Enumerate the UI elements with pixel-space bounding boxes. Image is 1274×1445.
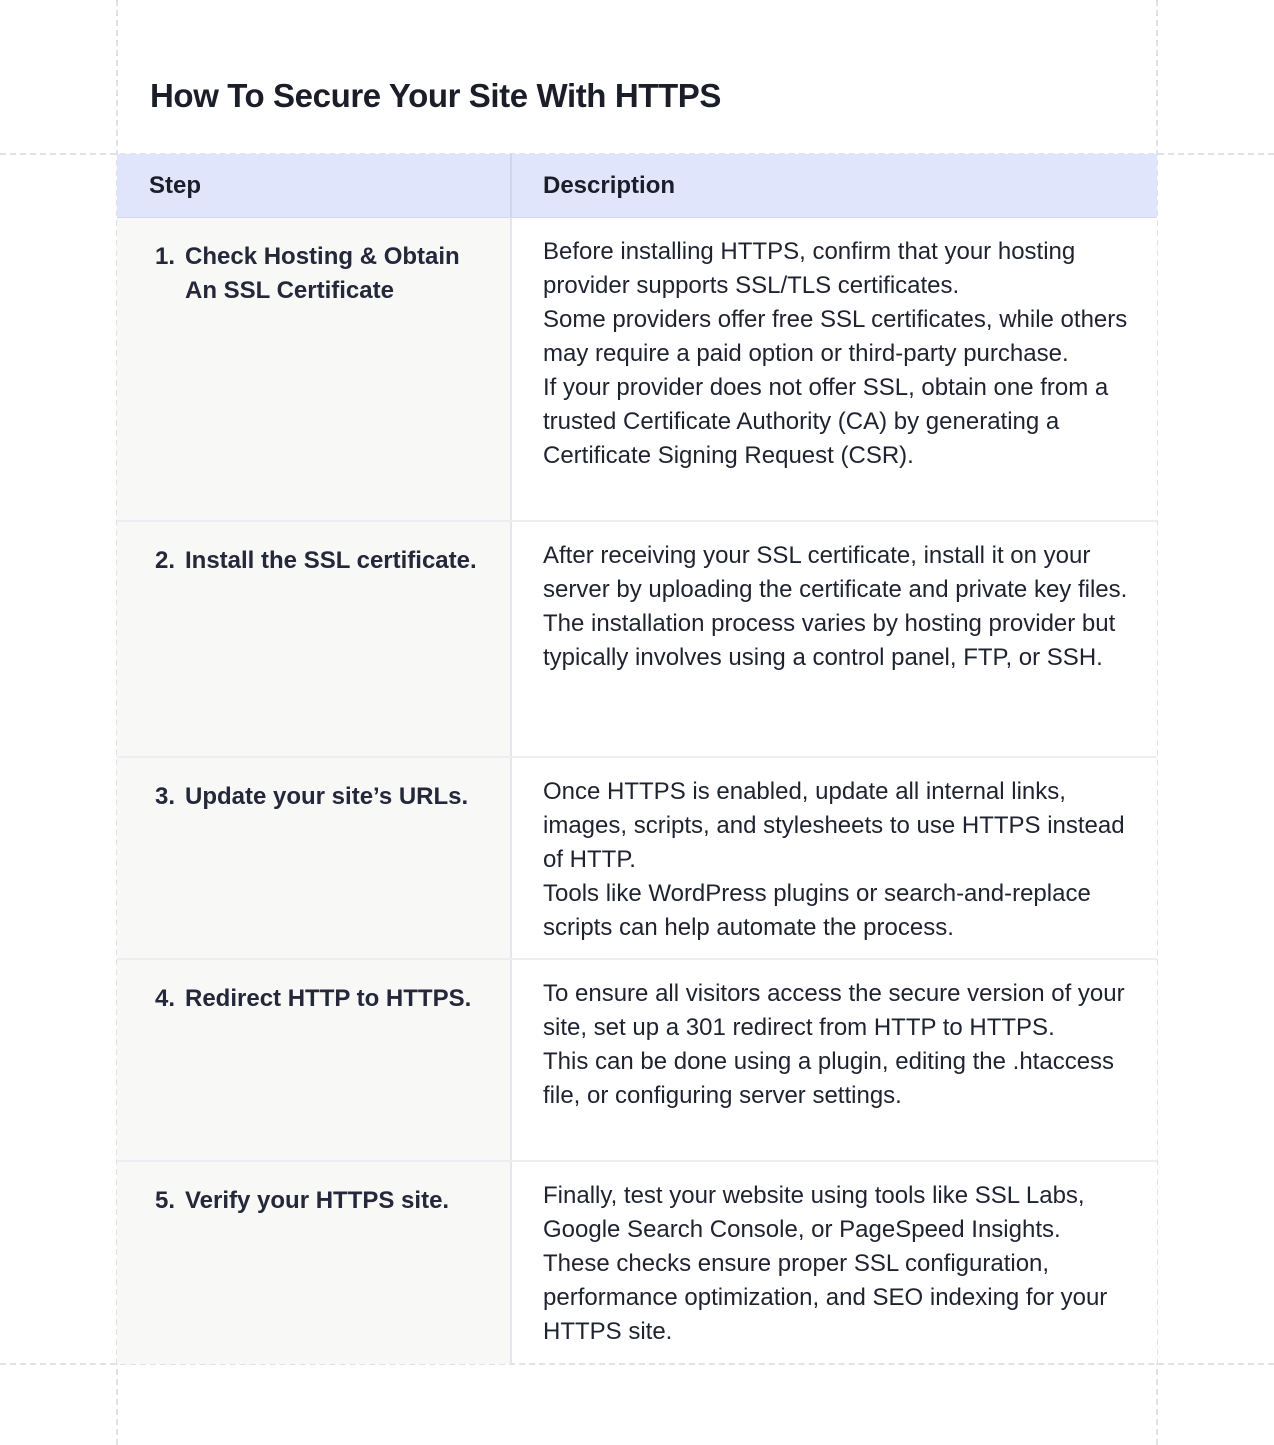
page-title: How To Secure Your Site With HTTPS	[150, 77, 721, 114]
table-row	[117, 522, 1157, 758]
step-number: 3.	[155, 783, 176, 810]
table-row	[117, 960, 1157, 1162]
description-paragraph: Once HTTPS is enabled, update all internal links, images, scripts, and stylesheets to use HTTPS instead of HTTP.	[543, 778, 1125, 873]
table-header	[117, 154, 1157, 218]
description-cell	[512, 758, 1157, 958]
description-paragraph: Before installing HTTPS, confirm that your hosting provider supports SSL/TLS certificates.	[543, 238, 1076, 299]
step-cell	[117, 758, 512, 958]
description-paragraph: These checks ensure proper SSL configuration, performance optimization, and SEO indexing for your HTTPS site.	[543, 1250, 1108, 1345]
step-cell	[117, 522, 512, 756]
description-cell	[512, 960, 1157, 1160]
description-cell	[512, 522, 1157, 756]
description-cell	[512, 1162, 1157, 1364]
step-cell	[117, 960, 512, 1160]
description-paragraph: If your provider does not offer SSL, obtain one from a trusted Certificate Authority (CA) by generating a Certificate Signing Request (CSR).	[543, 374, 1109, 469]
steps-table	[117, 154, 1157, 1363]
description-paragraph: To ensure all visitors access the secure version of your site, set up a 301 redirect from HTTP to HTTPS.	[543, 980, 1125, 1041]
description-paragraph: The installation process varies by hosting provider but typically involves using a control panel, FTP, or SSH.	[543, 610, 1116, 671]
description-paragraph: After receiving your SSL certificate, install it on your server by uploading the certificate and private key files.	[543, 542, 1128, 603]
step-title: Update your site’s URLs.	[185, 783, 469, 810]
step-cell	[117, 218, 512, 520]
description-cell	[512, 218, 1157, 520]
header-step: Step	[117, 154, 512, 217]
step-cell	[117, 1162, 512, 1364]
step-number: 4.	[155, 985, 176, 1012]
step-title: Check Hosting & Obtain An SSL Certificate	[185, 243, 460, 304]
step-number: 5.	[155, 1187, 176, 1214]
table-row	[117, 758, 1157, 960]
description-paragraph: Tools like WordPress plugins or search-and-replace scripts can help automate the process.	[543, 880, 1091, 941]
step-title: Redirect HTTP to HTTPS.	[185, 985, 472, 1012]
step-title: Verify your HTTPS site.	[185, 1187, 450, 1214]
description-paragraph: Finally, test your website using tools like SSL Labs, Google Search Console, or PageSpeed Insights.	[543, 1182, 1085, 1243]
step-number: 1.	[155, 243, 176, 270]
table-row	[117, 218, 1157, 522]
header-description: Description	[543, 172, 676, 199]
table-row	[117, 1162, 1157, 1364]
description-paragraph: This can be done using a plugin, editing the .htaccess file, or configuring server settings.	[543, 1048, 1115, 1109]
description-paragraph: Some providers offer free SSL certificates, while others may require a paid option or third-party purchase.	[543, 306, 1128, 367]
step-title: Install the SSL certificate.	[185, 547, 477, 574]
step-number: 2.	[155, 547, 176, 574]
